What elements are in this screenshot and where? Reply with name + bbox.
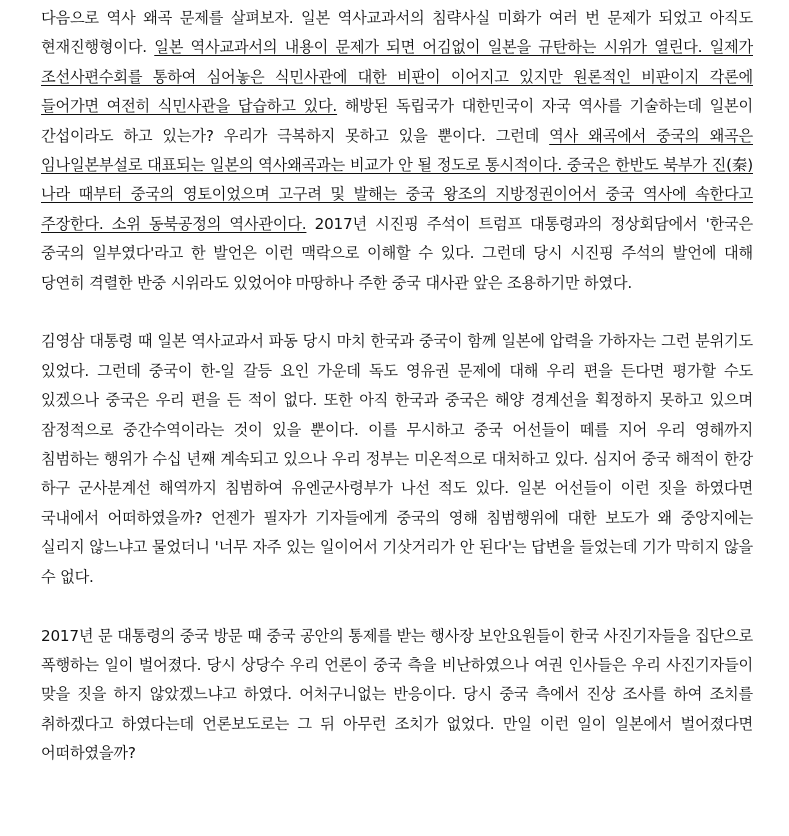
paragraph [41,4,753,298]
text-segment: 해방된 독립국가 대한민국이 자국 역사를 기술하는데 일본이 간섭이라도 하고 있는가? 우리가 극복하지 못하고 있을 뿐이다. 그런데 [41,97,753,145]
underlined-text-segment: 일본 역사교과서의 내용이 문제가 되면 어김없이 일본을 규탄하는 시위가 열린다. 일제가 조선사편수회를 통하여 심어놓은 식민사관에 대한 비판이 이어지고 있지만 원론적인 비판이지 각론에 들어가면 여전히 식민사관을 답습하고 있다. [41,38,753,116]
underlined-text-segment: 역사 왜곡에서 중국의 왜곡은 임나일본부설로 대표되는 일본의 역사왜곡과는 비교가 안 될 정도로 통시적이다. 중국은 한반도 북부가 진(秦)나라 때부터 중국의 영토이었으며 고구려 및 발해는 중국 왕조의 지방정권이어서 중국 역사에 속한다고 주장한다. 소위 동북공정의 역사관이다. [41,126,753,233]
text-segment: 2017년 시진핑 주석이 트럼프 대통령과의 정상회담에서 '한국은 중국의 일부였다'라고 한 발언은 이런 맥락으로 이해할 수 있다. 그런데 당시 시진핑 주석의 발언에 대해 당연히 격렬한 반중 시위라도 있었어야 마땅하나 주한 중국 대사관 앞은 조용하기만 하였다. [41,214,753,292]
document-body [41,4,753,769]
text-segment: 다음으로 역사 왜곡 문제를 살펴보자. 일본 역사교과서의 침략사실 미화가 여러 번 문제가 되었고 아직도 현재진행형이다. [41,9,753,57]
paragraph [41,327,753,592]
text-segment: 김영삼 대통령 때 일본 역사교과서 파동 당시 마치 한국과 중국이 함께 일본에 압력을 가하자는 그런 분위기도 있었다. 그런데 중국이 한-일 갈등 요인 가운데 독도 영유권 문제에 대해 우리 편을 든다면 평가할 수도 있겠으나 중국은 우리 편을 든 적이 없다. 또한 아직 한국과 중국은 해양 경계선을 획정하지 못하고 있으며 잠정적으로 중간수역이라는 것이 있을 뿐이다. 이를 무시하고 중국 어선들이 떼를 지어 우리 영해까지 침범하는 행위가 수십 년째 계속되고 있으나 우리 정부는 미온적으로 대처하고 있다. 심지어 중국 해적이 한강 하구 군사분계선 해역까지 침범하여 유엔군사령부가 나선 적도 있다. 일본 어선들이 이런 짓을 하였다면 국내에서 어떠하였을까? 언젠가 필자가 기자들에게 중국의 영해 침범행위에 대한 보도가 왜 중앙지에는 실리지 않느냐고 물었더니 '너무 자주 있는 일이어서 기삿거리가 안 된다'는 답변을 들었는데 기가 막히지 않을 수 없다. [41,332,753,586]
text-segment: 2017년 문 대통령의 중국 방문 때 중국 공안의 통제를 받는 행사장 보안요원들이 한국 사진기자들을 집단으로 폭행하는 일이 벌어졌다. 당시 상당수 우리 언론이 중국 측을 비난하였으나 여권 인사들은 우리 사진기자들이 맞을 짓을 하지 않았겠느냐고 하였다. 어처구니없는 반응이다. 당시 중국 측에서 진상 조사를 하여 조치를 취하겠다고 하였다는데 언론보도로는 그 뒤 아무런 조치가 없었다. 만일 이런 일이 일본에서 벌어졌다면 어떠하였을까? [41,626,753,763]
paragraph [41,622,753,769]
